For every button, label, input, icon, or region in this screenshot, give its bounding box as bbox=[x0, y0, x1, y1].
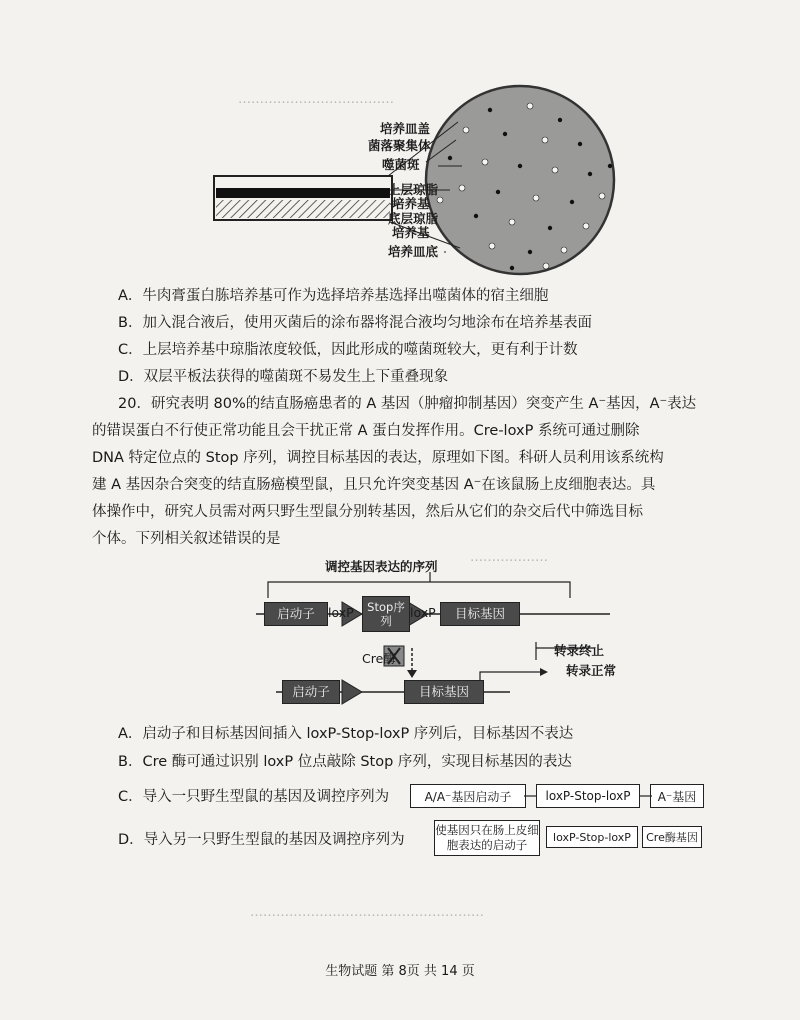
colony-dot bbox=[518, 164, 522, 168]
q19-option-a: A．牛肉膏蛋白胨培养基可作为选择培养基选择出噬菌体的宿主细胞 bbox=[118, 288, 549, 304]
option-d-cre-gene-box: Cre酶基因 bbox=[642, 826, 702, 848]
colony-dot bbox=[503, 132, 507, 136]
plaque-dot bbox=[459, 185, 465, 191]
label-upper-agar: 上层琼脂 bbox=[388, 182, 439, 197]
label-medium-2: 培养基 bbox=[392, 225, 430, 240]
plaque-dot bbox=[509, 219, 515, 225]
q20-stem-line: 建 A 基因杂合突变的结直肠癌模型鼠，且只允许突变基因 A⁻在该鼠肠上皮细胞表达。具 bbox=[92, 477, 656, 493]
target-gene-box-top: 目标基因 bbox=[440, 602, 520, 626]
colony-dot bbox=[558, 118, 562, 122]
q20-stem-line: DNA 特定位点的 Stop 序列，调控目标基因的表达，原理如下图。科研人员利用该系统构 bbox=[92, 450, 664, 466]
plaque-dot bbox=[489, 243, 495, 249]
plaque-dot bbox=[542, 137, 548, 143]
cre-enzyme-label: Cre酶 bbox=[362, 651, 396, 666]
plaque-dot bbox=[533, 195, 539, 201]
plaque-dot bbox=[543, 263, 549, 269]
colony-dot bbox=[588, 172, 592, 176]
bleed-through-text: ……………… bbox=[470, 550, 548, 565]
q20-option-a: A．启动子和目标基因间插入 loxP-Stop-loxP 序列后，目标基因不表达 bbox=[118, 726, 574, 742]
q20-option-b: B．Cre 酶可通过识别 loxP 位点敲除 Stop 序列，实现目标基因的表达 bbox=[118, 754, 572, 770]
option-c-loxp-box: loxP-Stop-loxP bbox=[536, 784, 640, 808]
option-c-connectors bbox=[524, 794, 654, 798]
colony-dot bbox=[488, 108, 492, 112]
colony-dot bbox=[578, 142, 582, 146]
bleed-through-text: ……………………………………………… bbox=[250, 905, 484, 920]
colony-dot bbox=[570, 200, 574, 204]
stop-sequence-box: Stop序列 bbox=[362, 596, 410, 632]
option-c-promoter-box: A/A⁻基因启动子 bbox=[410, 784, 526, 808]
label-petri-lid: 培养皿盖 bbox=[380, 121, 431, 136]
q20-option-d-text: D．导入另一只野生型鼠的基因及调控序列为 bbox=[118, 832, 405, 848]
plaque-dot bbox=[561, 247, 567, 253]
colony-dot bbox=[474, 214, 478, 218]
upper-agar-layer bbox=[216, 188, 390, 198]
q19-option-d: D．双层平板法获得的噬菌斑不易发生上下重叠现象 bbox=[118, 369, 449, 385]
label-plaque: 噬菌斑 bbox=[382, 157, 420, 172]
plaque-dot bbox=[437, 197, 443, 203]
label-colony-cluster: 菌落聚集体 bbox=[368, 138, 431, 153]
colony-dot bbox=[528, 250, 532, 254]
bottom-agar-layer bbox=[216, 200, 390, 218]
plaque-dot bbox=[552, 167, 558, 173]
q19-option-c: C．上层培养基中琼脂浓度较低，因此形成的噬菌斑较大，更有利于计数 bbox=[118, 342, 578, 358]
q20-stem-line: 个体。下列相关叙述错误的是 bbox=[92, 531, 281, 547]
colony-dot bbox=[608, 164, 612, 168]
transcription-normal-label: 转录正常 bbox=[566, 663, 617, 678]
promoter-box-bottom: 启动子 bbox=[282, 680, 340, 704]
plaque-dot bbox=[599, 193, 605, 199]
colony-dot bbox=[496, 190, 500, 194]
plaque-dot bbox=[482, 159, 488, 165]
option-d-promoter-box: 使基因只在肠上皮细胞表达的启动子 bbox=[434, 820, 540, 856]
bleed-through-text: ……………………………… bbox=[238, 92, 394, 107]
transcription-stop-label: 转录终止 bbox=[554, 643, 605, 658]
option-d-loxp-box: loxP-Stop-loxP bbox=[546, 826, 638, 848]
label-medium-1: 培养基 bbox=[392, 196, 430, 211]
page-footer: 生物试题 第 8页 共 14 页 bbox=[325, 964, 475, 979]
colony-dot bbox=[548, 226, 552, 230]
target-gene-box-bottom: 目标基因 bbox=[404, 680, 484, 704]
loxp-label: loxP bbox=[410, 605, 436, 620]
colony-dot bbox=[448, 156, 452, 160]
q20-option-c-text: C．导入一只野生型鼠的基因及调控序列为 bbox=[118, 789, 390, 805]
option-c-gene-box: A⁻基因 bbox=[650, 784, 704, 808]
q20-stem-line: 20．研究表明 80%的结直肠癌患者的 A 基因（肿瘤抑制基因）突变产生 A⁻基因，A⁻表达 bbox=[118, 396, 697, 412]
q20-stem-line: 的错误蛋白不行使正常功能且会干扰正常 A 蛋白发挥作用。Cre-loxP 系统可通过删除 bbox=[92, 423, 640, 439]
colony-dot bbox=[510, 266, 514, 270]
label-petri-bottom: 培养皿底 bbox=[388, 244, 439, 259]
plaque-dot bbox=[583, 223, 589, 229]
q20-stem-line: 体操作中，研究人员需对两只野生型鼠分别转基因，然后从它们的杂交后代中筛选目标 bbox=[92, 504, 643, 520]
plaque-dot bbox=[463, 127, 469, 133]
label-bottom-agar: 底层琼脂 bbox=[388, 211, 439, 226]
plaque-dot bbox=[527, 103, 533, 109]
loxp-label: loxP bbox=[328, 605, 354, 620]
promoter-box-top: 启动子 bbox=[264, 602, 328, 626]
q19-option-b: B．加入混合液后，使用灭菌后的涂布器将混合液均匀地涂布在培养基表面 bbox=[118, 315, 592, 331]
figure2-title: 调控基因表达的序列 bbox=[325, 559, 438, 574]
